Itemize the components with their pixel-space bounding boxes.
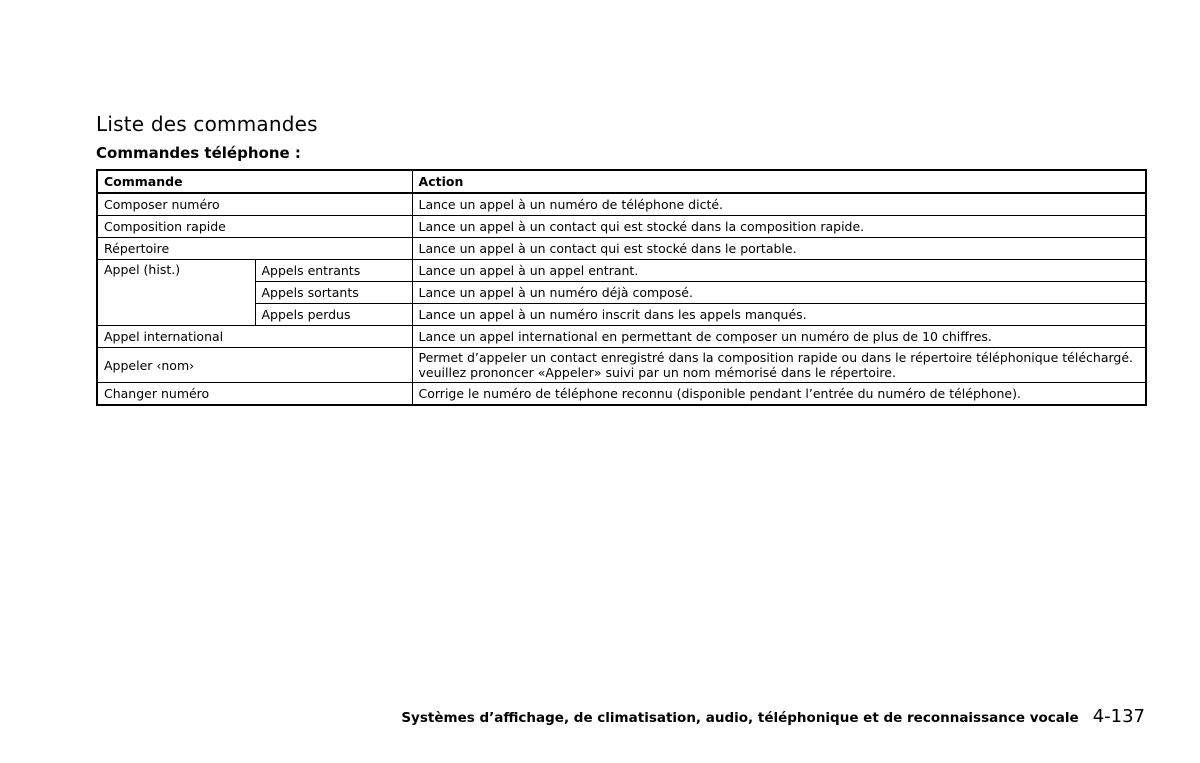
command-cell-history: Appel (hist.) bbox=[97, 260, 255, 326]
table-header-row bbox=[97, 170, 1146, 193]
action-cell: Corrige le numéro de téléphone reconnu (disponible pendant l’entrée du numéro de téléphone). bbox=[412, 383, 1146, 406]
action-cell: Lance un appel à un appel entrant. bbox=[412, 260, 1146, 282]
action-cell: Lance un appel à un contact qui est stocké dans la composition rapide. bbox=[412, 216, 1146, 238]
table-row bbox=[97, 216, 1146, 238]
command-cell: Appeler ‹nom› bbox=[97, 348, 412, 383]
table-row bbox=[97, 282, 1146, 304]
command-cell: Appel international bbox=[97, 326, 412, 348]
subcommand-cell: Appels sortants bbox=[255, 282, 412, 304]
action-cell: Lance un appel international en permettant de composer un numéro de plus de 10 chiffres. bbox=[412, 326, 1146, 348]
page-number: 4-137 bbox=[1092, 706, 1145, 727]
action-cell: Lance un appel à un numéro de téléphone dicté. bbox=[412, 193, 1146, 216]
header-command: Commande bbox=[97, 170, 412, 193]
action-cell: Lance un appel à un numéro déjà composé. bbox=[412, 282, 1146, 304]
header-action: Action bbox=[412, 170, 1146, 193]
action-line: Permet d’appeler un contact enregistré dans la composition rapide ou dans le répertoire téléphonique téléchargé. bbox=[418, 350, 1133, 365]
table-row bbox=[97, 260, 1146, 282]
table-row bbox=[97, 383, 1146, 406]
page-footer bbox=[401, 706, 1145, 727]
section-title: Liste des commandes bbox=[96, 112, 318, 136]
commands-table bbox=[96, 169, 1147, 406]
action-line: veuillez prononcer «Appeler» suivi par un nom mémorisé dans le répertoire. bbox=[418, 365, 896, 380]
table-row bbox=[97, 304, 1146, 326]
command-cell: Répertoire bbox=[97, 238, 412, 260]
subcommand-cell: Appels entrants bbox=[255, 260, 412, 282]
table-row bbox=[97, 238, 1146, 260]
table-row bbox=[97, 193, 1146, 216]
action-cell: Lance un appel à un numéro inscrit dans les appels manqués. bbox=[412, 304, 1146, 326]
footer-chapter-title: Systèmes d’affichage, de climatisation, audio, téléphonique et de reconnaissance vocale bbox=[401, 710, 1079, 726]
action-cell bbox=[412, 348, 1146, 383]
subcommand-cell: Appels perdus bbox=[255, 304, 412, 326]
command-cell: Composer numéro bbox=[97, 193, 412, 216]
command-cell: Composition rapide bbox=[97, 216, 412, 238]
action-cell: Lance un appel à un contact qui est stocké dans le portable. bbox=[412, 238, 1146, 260]
subsection-title: Commandes téléphone : bbox=[96, 144, 301, 162]
table-row bbox=[97, 348, 1146, 383]
command-cell: Changer numéro bbox=[97, 383, 412, 406]
table-row bbox=[97, 326, 1146, 348]
